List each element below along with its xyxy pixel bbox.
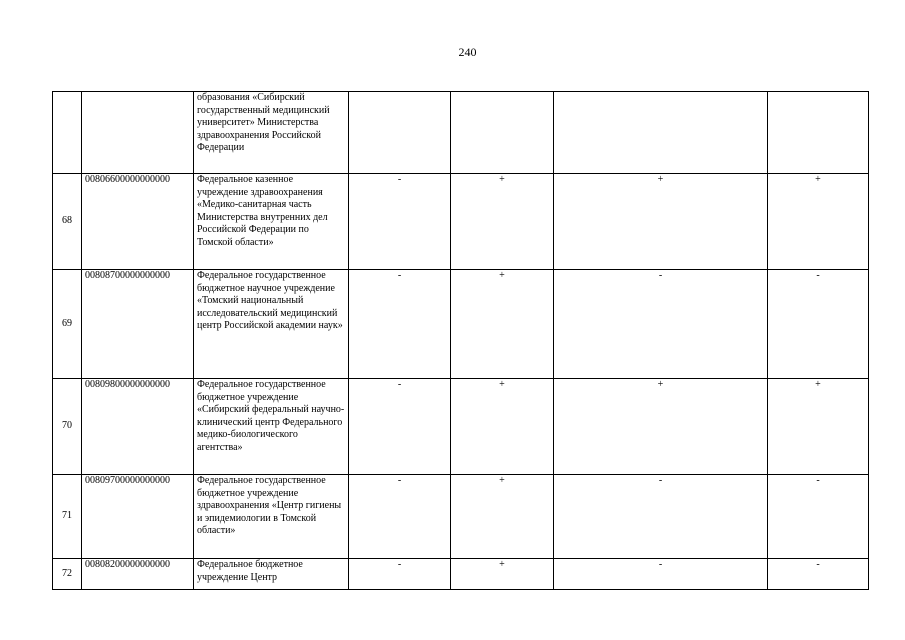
mark-cell-1: - xyxy=(349,174,451,270)
page-number: 240 xyxy=(458,45,477,59)
table-row xyxy=(53,475,869,559)
mark-cell-1: - xyxy=(349,559,451,590)
mark-cell-3 xyxy=(554,92,768,174)
registry-code-cell: 00809700000000000 xyxy=(82,475,194,559)
mark-cell-4 xyxy=(768,92,869,174)
table-row xyxy=(53,174,869,270)
mark-cell-2: + xyxy=(451,174,554,270)
mark-cell-3: + xyxy=(554,379,768,475)
mark-cell-3: + xyxy=(554,174,768,270)
registry-code-cell: 00809800000000000 xyxy=(82,379,194,475)
table-row xyxy=(53,379,869,475)
row-number-cell: 69 xyxy=(53,270,82,379)
institution-name-cell: Федеральное государственное бюджетное учреждение «Сибирский федеральный научно-клинический центр Федерального медико-биологического агентства» xyxy=(194,379,349,475)
institutions-table xyxy=(52,91,869,590)
institution-name-cell: Федеральное государственное бюджетное учреждение здравоохранения «Центр гигиены и эпидемиологии в Томской области» xyxy=(194,475,349,559)
row-number-cell: 70 xyxy=(53,379,82,475)
mark-cell-4: - xyxy=(768,475,869,559)
institution-name-cell: Федеральное казенное учреждение здравоохранения «Медико-санитарная часть Министерства внутренних дел Российской Федерации по Томской области» xyxy=(194,174,349,270)
institution-name-cell: Федеральное государственное бюджетное научное учреждение «Томский национальный исследовательский медицинский центр Российской академии наук» xyxy=(194,270,349,379)
mark-cell-4: - xyxy=(768,559,869,590)
institution-name-cell: образования «Сибирский государственный медицинский университет» Министерства здравоохранения Российской Федерации xyxy=(194,92,349,174)
registry-code-cell xyxy=(82,92,194,174)
mark-cell-1 xyxy=(349,92,451,174)
mark-cell-4: + xyxy=(768,379,869,475)
row-number-cell xyxy=(53,92,82,174)
row-number-cell: 68 xyxy=(53,174,82,270)
mark-cell-1: - xyxy=(349,475,451,559)
table-row xyxy=(53,270,869,379)
registry-code-cell: 00808200000000000 xyxy=(82,559,194,590)
institution-name-cell: Федеральное бюджетное учреждение Центр xyxy=(194,559,349,590)
mark-cell-2: + xyxy=(451,559,554,590)
mark-cell-4: - xyxy=(768,270,869,379)
row-number-cell: 71 xyxy=(53,475,82,559)
row-number-cell: 72 xyxy=(53,559,82,590)
mark-cell-4: + xyxy=(768,174,869,270)
mark-cell-1: - xyxy=(349,379,451,475)
registry-code-cell: 00808700000000000 xyxy=(82,270,194,379)
table-row xyxy=(53,559,869,590)
mark-cell-1: - xyxy=(349,270,451,379)
mark-cell-2: + xyxy=(451,379,554,475)
mark-cell-2 xyxy=(451,92,554,174)
mark-cell-3: - xyxy=(554,475,768,559)
mark-cell-2: + xyxy=(451,475,554,559)
table-row xyxy=(53,92,869,174)
mark-cell-3: - xyxy=(554,270,768,379)
registry-code-cell: 00806600000000000 xyxy=(82,174,194,270)
mark-cell-2: + xyxy=(451,270,554,379)
mark-cell-3: - xyxy=(554,559,768,590)
